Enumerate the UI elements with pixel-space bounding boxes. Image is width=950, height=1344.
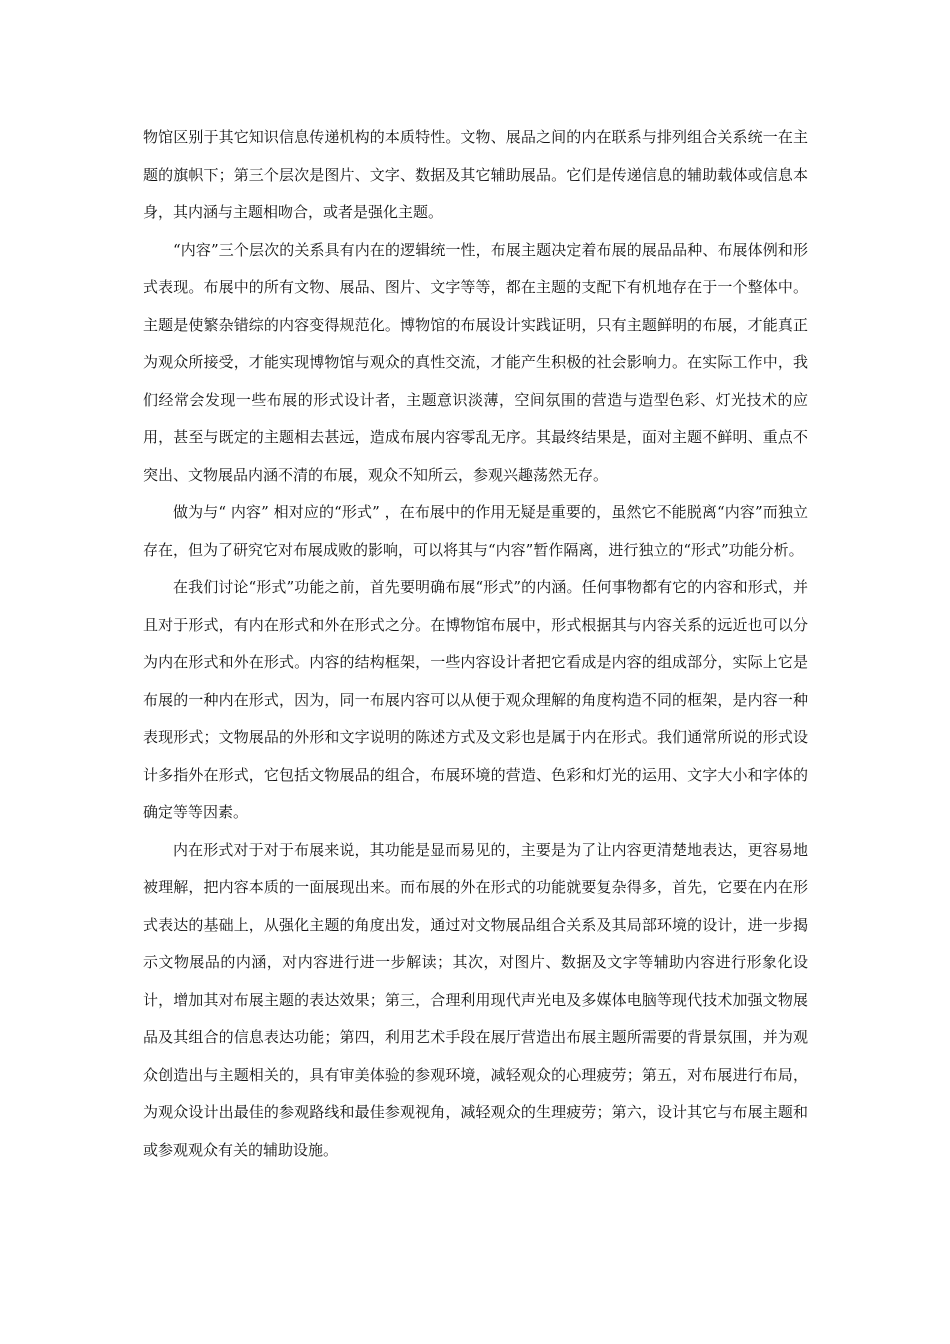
paragraph-content-levels: “内容”三个层次的关系具有内在的逻辑统一性，布展主题决定着布展的展品品种、布展体例和形式表现。布展中的所有文物、展品、图片、文字等等，都在主题的支配下有机地存在于一个整体中。主题是使繁杂错综的内容变得规范化。博物馆的布展设计实践证明，只有主题鲜明的布展，才能真正为观众所接受，才能实现博物馆与观众的真性交流，才能产生积极的社会影响力。在实际工作中，我们经常会发现一些布展的形式设计者，主题意识淡薄，空间氛围的营造与造型色彩、灯光技术的应用，甚至与既定的主题相去甚远，造成布展内容零乱无序。其最终结果是，面对主题不鲜明、重点不突出、文物展品内涵不清的布展，观众不知所云，参观兴趣荡然无存。	[143, 240, 808, 484]
document-body	[143, 119, 808, 1169]
paragraph-form-functions: 内在形式对于对于布展来说，其功能是显而易见的，主要是为了让内容更清楚地表达，更容易地被理解，把内容本质的一面展现出来。而布展的外在形式的功能就要复杂得多，首先，它要在内在形式表达的基础上，从强化主题的角度出发，通过对文物展品组合关系及其局部环境的设计，进一步揭示文物展品的内涵，对内容进行进一步解读；其次，对图片、数据及文字等辅助内容进行形象化设计，增加其对布展主题的表达效果；第三，合理利用现代声光电及多媒体电脑等现代技术加强文物展品及其组合的信息表达功能；第四，利用艺术手段在展厅营造出布展主题所需要的背景氛围，并为观众创造出与主题相关的，具有审美体验的参观环境，减轻观众的心理疲劳；第五，对布展进行布局，为观众设计出最佳的参观路线和最佳参观视角，减轻观众的生理疲劳；第六，设计其它与布展主题和或参观观众有关的辅助设施。	[143, 840, 808, 1159]
paragraph-continued: 物馆区别于其它知识信息传递机构的本质特性。文物、展品之间的内在联系与排列组合关系统一在主题的旗帜下；第三个层次是图片、文字、数据及其它辅助展品。它们是传递信息的辅助载体或信息本身，其内涵与主题相吻合，或者是强化主题。	[143, 128, 808, 221]
paragraph-form-intro: 做为与“ 内容” 相对应的“形式” ，在布展中的作用无疑是重要的，虽然它不能脱离“内容”而独立存在，但为了研究它对布展成败的影响，可以将其与“内容”暂作隔离，进行独立的“形式”功能分析。	[143, 503, 808, 559]
paragraph-form-meaning: 在我们讨论“形式”功能之前，首先要明确布展“形式”的内涵。任何事物都有它的内容和形式，并且对于形式，有内在形式和外在形式之分。在博物馆布展中，形式根据其与内容关系的远近也可以分为内在形式和外在形式。内容的结构框架，一些内容设计者把它看成是内容的组成部分，实际上它是布展的一种内在形式，因为，同一布展内容可以从便于观众理解的角度构造不同的框架，是内容一种表现形式；文物展品的外形和文字说明的陈述方式及文彩也是属于内在形式。我们通常所说的形式设计多指外在形式，它包括文物展品的组合，布展环境的营造、色彩和灯光的运用、文字大小和字体的确定等等因素。	[143, 578, 808, 821]
